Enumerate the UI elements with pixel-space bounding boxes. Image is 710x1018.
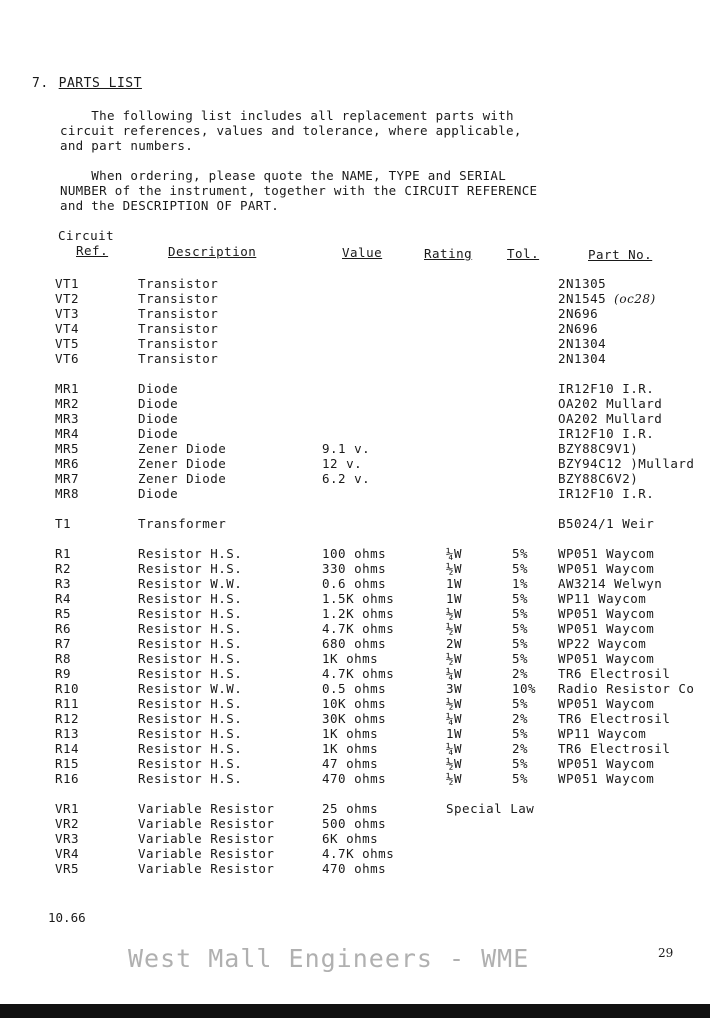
part-number: 2N1304 <box>558 351 607 366</box>
part-number: OA202 Mullard <box>558 396 663 411</box>
part-description: Resistor W.W. <box>138 576 243 591</box>
part-value: 0.6 ohms <box>322 576 387 591</box>
part-number: TR6 Electrosil <box>558 741 671 756</box>
circuit-ref: VT2 <box>55 291 80 306</box>
part-number: WP051 Waycom <box>558 546 655 561</box>
table-row <box>0 456 710 471</box>
circuit-ref: R2 <box>55 561 72 576</box>
circuit-ref: VR1 <box>55 801 80 816</box>
part-description: Diode <box>138 486 179 501</box>
header-circuit: Circuit <box>58 228 115 243</box>
table-row <box>0 486 710 501</box>
circuit-ref: R6 <box>55 621 72 636</box>
part-value: 10K ohms <box>322 696 387 711</box>
part-value: 470 ohms <box>322 861 387 876</box>
part-value: 4.7K ohms <box>322 666 395 681</box>
part-number: B5024/1 Weir <box>558 516 655 531</box>
table-row <box>0 636 710 651</box>
part-number: WP11 Waycom <box>558 591 647 606</box>
part-value: 47 ohms <box>322 756 379 771</box>
part-number: WP051 Waycom <box>558 756 655 771</box>
circuit-ref: R9 <box>55 666 72 681</box>
table-row <box>0 291 710 306</box>
part-value: 4.7K ohms <box>322 621 395 636</box>
part-description: Diode <box>138 411 179 426</box>
part-rating: ½W <box>446 651 463 666</box>
part-number: TR6 Electrosil <box>558 711 671 726</box>
table-row <box>0 666 710 681</box>
part-tolerance: 5% <box>512 546 529 561</box>
part-description: Zener Diode <box>138 441 227 456</box>
part-value: 9.1 v. <box>322 441 371 456</box>
header-tol: Tol. <box>507 246 540 261</box>
part-number: 2N1305 <box>558 276 607 291</box>
part-number: WP051 Waycom <box>558 621 655 636</box>
ordering-line: NUMBER of the instrument, together with the CIRCUIT REFERENCE <box>60 183 538 198</box>
part-value: 330 ohms <box>322 561 387 576</box>
circuit-ref: R7 <box>55 636 72 651</box>
header-ref: Ref. <box>76 243 109 258</box>
part-description: Zener Diode <box>138 456 227 471</box>
intro-line: and part numbers. <box>60 138 194 153</box>
circuit-ref: VR4 <box>55 846 80 861</box>
part-description: Resistor H.S. <box>138 636 243 651</box>
part-number: 2N1545 <box>558 291 607 306</box>
part-tolerance: 2% <box>512 666 529 681</box>
part-description: Zener Diode <box>138 471 227 486</box>
table-row <box>0 756 710 771</box>
part-tolerance: 2% <box>512 741 529 756</box>
table-row <box>0 516 710 531</box>
circuit-ref: MR2 <box>55 396 80 411</box>
circuit-ref: VR2 <box>55 816 80 831</box>
part-value: 1K ohms <box>322 726 379 741</box>
part-number: WP051 Waycom <box>558 696 655 711</box>
part-value: 0.5 ohms <box>322 681 387 696</box>
table-row <box>0 546 710 561</box>
ordering-line: and the DESCRIPTION OF PART. <box>60 198 280 213</box>
part-description: Variable Resistor <box>138 861 275 876</box>
circuit-ref: MR4 <box>55 426 80 441</box>
table-row <box>0 711 710 726</box>
table-row <box>0 861 710 876</box>
section-title: PARTS LIST <box>58 76 142 91</box>
part-value: 6K ohms <box>322 831 379 846</box>
part-tolerance: 5% <box>512 636 529 651</box>
circuit-ref: VT4 <box>55 321 80 336</box>
circuit-ref: R15 <box>55 756 80 771</box>
part-rating: 3W <box>446 681 463 696</box>
circuit-ref: MR7 <box>55 471 80 486</box>
part-description: Variable Resistor <box>138 846 275 861</box>
part-tolerance: 1% <box>512 576 529 591</box>
part-tolerance: 5% <box>512 561 529 576</box>
table-row <box>0 681 710 696</box>
table-row <box>0 426 710 441</box>
part-rating: ½W <box>446 621 463 636</box>
part-value: 680 ohms <box>322 636 387 651</box>
circuit-ref: R3 <box>55 576 72 591</box>
part-tolerance: 2% <box>512 711 529 726</box>
part-tolerance: 10% <box>512 681 537 696</box>
part-description: Resistor H.S. <box>138 756 243 771</box>
table-row <box>0 741 710 756</box>
header-rating: Rating <box>424 246 473 261</box>
part-value: 6.2 v. <box>322 471 371 486</box>
part-description: Resistor H.S. <box>138 651 243 666</box>
part-number: Radio Resistor Co <box>558 681 695 696</box>
part-value: 500 ohms <box>322 816 387 831</box>
part-number: IR12F10 I.R. <box>558 486 655 501</box>
circuit-ref: R13 <box>55 726 80 741</box>
circuit-ref: MR5 <box>55 441 80 456</box>
circuit-ref: MR1 <box>55 381 80 396</box>
circuit-ref: R11 <box>55 696 80 711</box>
circuit-ref: R1 <box>55 546 72 561</box>
part-description: Resistor H.S. <box>138 621 243 636</box>
date-code: 10.66 <box>48 910 86 925</box>
table-row <box>0 576 710 591</box>
part-number: WP051 Waycom <box>558 771 655 786</box>
circuit-ref: VR5 <box>55 861 80 876</box>
part-description: Variable Resistor <box>138 801 275 816</box>
part-number: 2N1304 <box>558 336 607 351</box>
watermark: West Mall Engineers - WME <box>128 944 530 973</box>
part-value: 470 ohms <box>322 771 387 786</box>
part-description: Transformer <box>138 516 227 531</box>
table-row <box>0 801 710 816</box>
part-rating: ½W <box>446 696 463 711</box>
circuit-ref: R5 <box>55 606 72 621</box>
part-description: Resistor H.S. <box>138 606 243 621</box>
part-rating: ¼W <box>446 741 463 756</box>
part-number: BZY88C6V2) <box>558 471 639 486</box>
part-value: 4.7K ohms <box>322 846 395 861</box>
part-rating: ½W <box>446 771 463 786</box>
circuit-ref: MR6 <box>55 456 80 471</box>
part-value: 100 ohms <box>322 546 387 561</box>
part-rating: 1W <box>446 576 463 591</box>
table-row <box>0 846 710 861</box>
part-description: Resistor H.S. <box>138 711 243 726</box>
part-number: TR6 Electrosil <box>558 666 671 681</box>
part-description: Transistor <box>138 276 219 291</box>
table-row <box>0 441 710 456</box>
part-description: Diode <box>138 396 179 411</box>
part-description: Transistor <box>138 336 219 351</box>
circuit-ref: MR8 <box>55 486 80 501</box>
circuit-ref: VT5 <box>55 336 80 351</box>
part-number: AW3214 Welwyn <box>558 576 663 591</box>
part-tolerance: 5% <box>512 651 529 666</box>
table-row <box>0 336 710 351</box>
circuit-ref: VT1 <box>55 276 80 291</box>
part-number: WP22 Waycom <box>558 636 647 651</box>
table-row <box>0 621 710 636</box>
part-number-cell <box>558 291 656 306</box>
part-tolerance: 5% <box>512 606 529 621</box>
part-rating: 2W <box>446 636 463 651</box>
table-row <box>0 561 710 576</box>
part-number: OA202 Mullard <box>558 411 663 426</box>
part-rating: ½W <box>446 606 463 621</box>
table-row <box>0 696 710 711</box>
table-row <box>0 606 710 621</box>
part-value: 1K ohms <box>322 741 379 756</box>
part-description: Transistor <box>138 306 219 321</box>
part-rating: ½W <box>446 756 463 771</box>
table-row <box>0 321 710 336</box>
part-number: IR12F10 I.R. <box>558 381 655 396</box>
part-description: Resistor W.W. <box>138 681 243 696</box>
table-row <box>0 351 710 366</box>
part-value: 1K ohms <box>322 651 379 666</box>
header-part-no: Part No. <box>588 247 653 262</box>
circuit-ref: VR3 <box>55 831 80 846</box>
intro-line: The following list includes all replacement parts with <box>60 108 514 123</box>
part-number: WP051 Waycom <box>558 606 655 621</box>
part-value: 12 v. <box>322 456 363 471</box>
part-description: Resistor H.S. <box>138 696 243 711</box>
part-description: Resistor H.S. <box>138 591 243 606</box>
part-tolerance: 5% <box>512 621 529 636</box>
section-number: 7. <box>32 76 49 91</box>
table-row <box>0 396 710 411</box>
table-row <box>0 276 710 291</box>
table-row <box>0 471 710 486</box>
part-number: 2N696 <box>558 306 599 321</box>
part-value: 1.5K ohms <box>322 591 395 606</box>
circuit-ref: R10 <box>55 681 80 696</box>
part-description: Transistor <box>138 321 219 336</box>
circuit-ref: T1 <box>55 516 72 531</box>
part-number: WP051 Waycom <box>558 651 655 666</box>
circuit-ref: R14 <box>55 741 80 756</box>
part-rating: Special Law <box>446 801 535 816</box>
circuit-ref: VT3 <box>55 306 80 321</box>
part-tolerance: 5% <box>512 726 529 741</box>
table-row <box>0 816 710 831</box>
part-description: Diode <box>138 426 179 441</box>
circuit-ref: VT6 <box>55 351 80 366</box>
table-row <box>0 771 710 786</box>
part-description: Resistor H.S. <box>138 741 243 756</box>
table-row <box>0 591 710 606</box>
header-description: Description <box>168 244 257 259</box>
part-description: Variable Resistor <box>138 831 275 846</box>
circuit-ref: R8 <box>55 651 72 666</box>
intro-line: circuit references, values and tolerance, where applicable, <box>60 123 522 138</box>
scan-edge <box>0 1004 710 1018</box>
part-rating: 1W <box>446 726 463 741</box>
part-value: 25 ohms <box>322 801 379 816</box>
part-description: Resistor H.S. <box>138 666 243 681</box>
part-description: Resistor H.S. <box>138 726 243 741</box>
part-description: Transistor <box>138 291 219 306</box>
part-description: Resistor H.S. <box>138 546 243 561</box>
page-number: 29 <box>658 946 674 960</box>
part-rating: ¼W <box>446 711 463 726</box>
table-row <box>0 306 710 321</box>
part-description: Resistor H.S. <box>138 771 243 786</box>
circuit-ref: R16 <box>55 771 80 786</box>
part-description: Resistor H.S. <box>138 561 243 576</box>
table-row <box>0 411 710 426</box>
part-tolerance: 5% <box>512 771 529 786</box>
table-row <box>0 381 710 396</box>
circuit-ref: MR3 <box>55 411 80 426</box>
part-description: Variable Resistor <box>138 816 275 831</box>
table-row <box>0 831 710 846</box>
table-row <box>0 726 710 741</box>
ordering-line: When ordering, please quote the NAME, TYPE and SERIAL <box>60 168 507 183</box>
part-rating: ½W <box>446 561 463 576</box>
circuit-ref: R4 <box>55 591 72 606</box>
part-number: WP11 Waycom <box>558 726 647 741</box>
part-value: 30K ohms <box>322 711 387 726</box>
part-description: Diode <box>138 381 179 396</box>
part-number: WP051 Waycom <box>558 561 655 576</box>
part-number: BZY94C12 )Mullard <box>558 456 695 471</box>
header-value: Value <box>342 245 383 260</box>
part-rating: ¼W <box>446 546 463 561</box>
part-rating: 1W <box>446 591 463 606</box>
part-tolerance: 5% <box>512 696 529 711</box>
circuit-ref: R12 <box>55 711 80 726</box>
part-number: BZY88C9V1) <box>558 441 639 456</box>
part-number: IR12F10 I.R. <box>558 426 655 441</box>
part-tolerance: 5% <box>512 591 529 606</box>
part-tolerance: 5% <box>512 756 529 771</box>
part-description: Transistor <box>138 351 219 366</box>
table-row <box>0 651 710 666</box>
part-rating: ¼W <box>446 666 463 681</box>
part-number: 2N696 <box>558 321 599 336</box>
part-value: 1.2K ohms <box>322 606 395 621</box>
handwritten-note: (oc28) <box>614 292 656 306</box>
